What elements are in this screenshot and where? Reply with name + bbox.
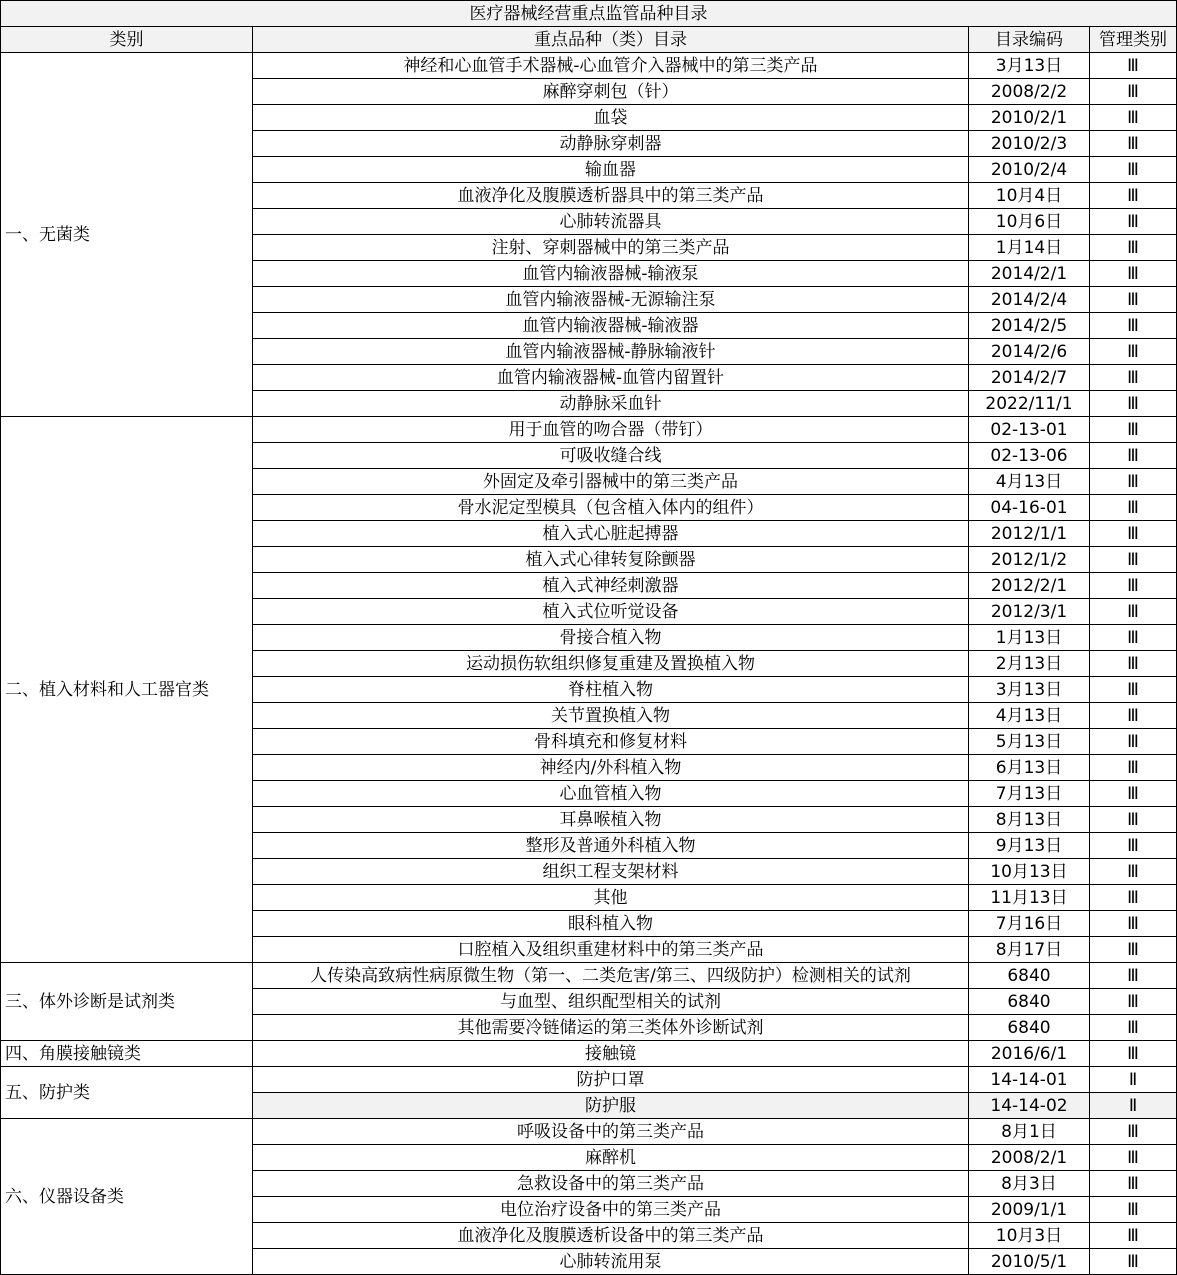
catalog-code-cell[interactable]: 2012/1/1 xyxy=(969,521,1090,547)
management-class-cell[interactable]: Ⅲ xyxy=(1090,1015,1177,1041)
product-name-cell[interactable]: 麻醉穿刺包（针） xyxy=(253,79,969,105)
management-class-cell[interactable]: Ⅲ xyxy=(1090,53,1177,79)
product-name-cell[interactable]: 心肺转流器具 xyxy=(253,209,969,235)
management-class-cell[interactable]: Ⅲ xyxy=(1090,703,1177,729)
management-class-cell[interactable]: Ⅲ xyxy=(1090,911,1177,937)
category-cell[interactable]: 五、防护类 xyxy=(1,1067,253,1119)
product-name-cell[interactable]: 血管内输液器械-血管内留置针 xyxy=(253,365,969,391)
table-row xyxy=(1,53,1177,79)
product-name-cell[interactable]: 人传染高致病性病原微生物（第一、二类危害/第三、四级防护）检测相关的试剂 xyxy=(253,963,969,989)
product-name-cell[interactable]: 植入式位听觉设备 xyxy=(253,599,969,625)
management-class-cell[interactable]: Ⅲ xyxy=(1090,209,1177,235)
catalog-code-cell[interactable]: 6840 xyxy=(969,989,1090,1015)
product-name-cell[interactable]: 可吸收缝合线 xyxy=(253,443,969,469)
product-name-cell[interactable]: 心肺转流用泵 xyxy=(253,1249,969,1275)
management-class-cell[interactable]: Ⅲ xyxy=(1090,807,1177,833)
management-class-cell[interactable]: Ⅲ xyxy=(1090,885,1177,911)
product-name-cell[interactable]: 电位治疗设备中的第三类产品 xyxy=(253,1197,969,1223)
product-name-cell[interactable]: 血液净化及腹膜透析器具中的第三类产品 xyxy=(253,183,969,209)
catalog-code-cell[interactable]: 2016/6/1 xyxy=(969,1041,1090,1067)
management-class-cell[interactable]: Ⅲ xyxy=(1090,313,1177,339)
product-name-cell[interactable]: 麻醉机 xyxy=(253,1145,969,1171)
catalog-code-cell[interactable]: 10月4日 xyxy=(969,183,1090,209)
product-name-cell[interactable]: 耳鼻喉植入物 xyxy=(253,807,969,833)
catalog-code-cell[interactable]: 2022/11/1 xyxy=(969,391,1090,417)
management-class-cell[interactable]: Ⅲ xyxy=(1090,599,1177,625)
product-name-cell[interactable]: 接触镜 xyxy=(253,1041,969,1067)
catalog-code-cell[interactable]: 2014/2/7 xyxy=(969,365,1090,391)
management-class-cell[interactable]: Ⅲ xyxy=(1090,183,1177,209)
management-class-cell[interactable]: Ⅲ xyxy=(1090,339,1177,365)
management-class-cell[interactable]: Ⅲ xyxy=(1090,573,1177,599)
catalog-code-cell[interactable]: 10月3日 xyxy=(969,1223,1090,1249)
product-name-cell[interactable]: 眼科植入物 xyxy=(253,911,969,937)
product-name-cell[interactable]: 神经内/外科植入物 xyxy=(253,755,969,781)
catalog-code-cell[interactable]: 4月13日 xyxy=(969,703,1090,729)
catalog-code-cell[interactable]: 2012/1/2 xyxy=(969,547,1090,573)
catalog-code-cell[interactable]: 2012/2/1 xyxy=(969,573,1090,599)
product-name-cell[interactable]: 骨科填充和修复材料 xyxy=(253,729,969,755)
catalog-code-cell[interactable]: 6月13日 xyxy=(969,755,1090,781)
catalog-code-cell[interactable]: 02-13-06 xyxy=(969,443,1090,469)
catalog-code-cell[interactable]: 6840 xyxy=(969,1015,1090,1041)
product-name-cell[interactable]: 血管内输液器械-无源输注泵 xyxy=(253,287,969,313)
catalog-code-cell[interactable]: 2008/2/2 xyxy=(969,79,1090,105)
catalog-code-cell[interactable]: 2012/3/1 xyxy=(969,599,1090,625)
product-name-cell[interactable]: 其他需要冷链储运的第三类体外诊断试剂 xyxy=(253,1015,969,1041)
header-code[interactable]: 目录编码 xyxy=(969,27,1090,53)
product-name-cell[interactable]: 脊柱植入物 xyxy=(253,677,969,703)
category-cell[interactable]: 三、体外诊断是试剂类 xyxy=(1,963,253,1041)
catalog-code-cell[interactable]: 2009/1/1 xyxy=(969,1197,1090,1223)
catalog-code-cell[interactable]: 4月13日 xyxy=(969,469,1090,495)
catalog-code-cell[interactable]: 2010/2/1 xyxy=(969,105,1090,131)
table-row xyxy=(1,963,1177,989)
product-name-cell[interactable]: 组织工程支架材料 xyxy=(253,859,969,885)
management-class-cell[interactable]: Ⅲ xyxy=(1090,1197,1177,1223)
management-class-cell[interactable]: Ⅲ xyxy=(1090,1145,1177,1171)
product-name-cell[interactable]: 血管内输液器械-静脉输液针 xyxy=(253,339,969,365)
management-class-cell[interactable]: Ⅲ xyxy=(1090,417,1177,443)
table-title[interactable]: 医疗器械经营重点监管品种目录 xyxy=(1,1,1177,27)
management-class-cell[interactable]: Ⅲ xyxy=(1090,365,1177,391)
management-class-cell[interactable]: Ⅲ xyxy=(1090,547,1177,573)
product-name-cell[interactable]: 血液净化及腹膜透析设备中的第三类产品 xyxy=(253,1223,969,1249)
header-class[interactable]: 管理类别 xyxy=(1090,27,1177,53)
management-class-cell[interactable]: Ⅱ xyxy=(1090,1093,1177,1119)
catalog-code-cell[interactable]: 8月17日 xyxy=(969,937,1090,963)
management-class-cell[interactable]: Ⅲ xyxy=(1090,651,1177,677)
header-category[interactable]: 类别 xyxy=(1,27,253,53)
management-class-cell[interactable]: Ⅲ xyxy=(1090,105,1177,131)
product-name-cell[interactable]: 关节置换植入物 xyxy=(253,703,969,729)
product-name-cell[interactable]: 输血器 xyxy=(253,157,969,183)
product-name-cell[interactable]: 血袋 xyxy=(253,105,969,131)
product-name-cell[interactable]: 注射、穿刺器械中的第三类产品 xyxy=(253,235,969,261)
catalog-code-cell[interactable]: 2月13日 xyxy=(969,651,1090,677)
management-class-cell[interactable]: Ⅲ xyxy=(1090,521,1177,547)
catalog-code-cell[interactable]: 11月13日 xyxy=(969,885,1090,911)
management-class-cell[interactable]: Ⅲ xyxy=(1090,261,1177,287)
management-class-cell[interactable]: Ⅲ xyxy=(1090,781,1177,807)
catalog-code-cell[interactable]: 7月16日 xyxy=(969,911,1090,937)
table-row xyxy=(1,1067,1177,1093)
management-class-cell[interactable]: Ⅲ xyxy=(1090,443,1177,469)
catalog-code-cell[interactable]: 2014/2/6 xyxy=(969,339,1090,365)
catalog-code-cell[interactable]: 2010/5/1 xyxy=(969,1249,1090,1275)
management-class-cell[interactable]: Ⅲ xyxy=(1090,1171,1177,1197)
product-name-cell[interactable]: 急救设备中的第三类产品 xyxy=(253,1171,969,1197)
product-name-cell[interactable]: 外固定及牵引器械中的第三类产品 xyxy=(253,469,969,495)
product-name-cell[interactable]: 动静脉采血针 xyxy=(253,391,969,417)
product-name-cell[interactable]: 防护服 xyxy=(253,1093,969,1119)
management-class-cell[interactable]: Ⅲ xyxy=(1090,79,1177,105)
table-body xyxy=(1,53,1177,1275)
product-name-cell[interactable]: 呼吸设备中的第三类产品 xyxy=(253,1119,969,1145)
management-class-cell[interactable]: Ⅲ xyxy=(1090,131,1177,157)
catalog-code-cell[interactable]: 2014/2/5 xyxy=(969,313,1090,339)
management-class-cell[interactable]: Ⅲ xyxy=(1090,1223,1177,1249)
management-class-cell[interactable]: Ⅲ xyxy=(1090,989,1177,1015)
product-name-cell[interactable]: 其他 xyxy=(253,885,969,911)
management-class-cell[interactable]: Ⅲ xyxy=(1090,1041,1177,1067)
catalog-code-cell[interactable]: 14-14-01 xyxy=(969,1067,1090,1093)
category-cell[interactable]: 一、无菌类 xyxy=(1,53,253,417)
management-class-cell[interactable]: Ⅲ xyxy=(1090,1119,1177,1145)
catalog-code-cell[interactable]: 2014/2/1 xyxy=(969,261,1090,287)
product-name-cell[interactable]: 血管内输液器械-输液器 xyxy=(253,313,969,339)
catalog-code-cell[interactable]: 2008/2/1 xyxy=(969,1145,1090,1171)
management-class-cell[interactable]: Ⅲ xyxy=(1090,469,1177,495)
catalog-code-cell[interactable]: 8月3日 xyxy=(969,1171,1090,1197)
management-class-cell[interactable]: Ⅲ xyxy=(1090,287,1177,313)
management-class-cell[interactable]: Ⅲ xyxy=(1090,859,1177,885)
product-name-cell[interactable]: 运动损伤软组织修复重建及置换植入物 xyxy=(253,651,969,677)
table-row xyxy=(1,1041,1177,1067)
catalog-code-cell[interactable]: 14-14-02 xyxy=(969,1093,1090,1119)
catalog-code-cell[interactable]: 7月13日 xyxy=(969,781,1090,807)
catalog-code-cell[interactable]: 02-13-01 xyxy=(969,417,1090,443)
catalog-code-cell[interactable]: 6840 xyxy=(969,963,1090,989)
category-cell[interactable]: 二、植入材料和人工器官类 xyxy=(1,417,253,963)
product-name-cell[interactable]: 神经和心血管手术器械-心血管介入器械中的第三类产品 xyxy=(253,53,969,79)
management-class-cell[interactable]: Ⅲ xyxy=(1090,937,1177,963)
product-name-cell[interactable]: 整形及普通外科植入物 xyxy=(253,833,969,859)
catalog-code-cell[interactable]: 2010/2/4 xyxy=(969,157,1090,183)
catalog-code-cell[interactable]: 8月13日 xyxy=(969,807,1090,833)
management-class-cell[interactable]: Ⅲ xyxy=(1090,755,1177,781)
management-class-cell[interactable]: Ⅲ xyxy=(1090,1249,1177,1275)
catalog-code-cell[interactable]: 9月13日 xyxy=(969,833,1090,859)
product-name-cell[interactable]: 血管内输液器械-输液泵 xyxy=(253,261,969,287)
catalog-code-cell[interactable]: 3月13日 xyxy=(969,53,1090,79)
catalog-code-cell[interactable]: 3月13日 xyxy=(969,677,1090,703)
product-name-cell[interactable]: 心血管植入物 xyxy=(253,781,969,807)
catalog-code-cell[interactable]: 2014/2/4 xyxy=(969,287,1090,313)
management-class-cell[interactable]: Ⅲ xyxy=(1090,625,1177,651)
table-row xyxy=(1,417,1177,443)
product-name-cell[interactable]: 与血型、组织配型相关的试剂 xyxy=(253,989,969,1015)
category-cell[interactable]: 六、仪器设备类 xyxy=(1,1119,253,1275)
product-name-cell[interactable]: 植入式神经刺激器 xyxy=(253,573,969,599)
management-class-cell[interactable]: Ⅲ xyxy=(1090,235,1177,261)
product-name-cell[interactable]: 动静脉穿刺器 xyxy=(253,131,969,157)
product-name-cell[interactable]: 口腔植入及组织重建材料中的第三类产品 xyxy=(253,937,969,963)
category-cell[interactable]: 四、角膜接触镜类 xyxy=(1,1041,253,1067)
catalog-code-cell[interactable]: 10月13日 xyxy=(969,859,1090,885)
product-name-cell[interactable]: 骨水泥定型模具（包含植入体内的组件） xyxy=(253,495,969,521)
catalog-code-cell[interactable]: 2010/2/3 xyxy=(969,131,1090,157)
header-product[interactable]: 重点品种（类）目录 xyxy=(253,27,969,53)
management-class-cell[interactable]: Ⅲ xyxy=(1090,963,1177,989)
product-name-cell[interactable]: 骨接合植入物 xyxy=(253,625,969,651)
management-class-cell[interactable]: Ⅲ xyxy=(1090,157,1177,183)
table-row xyxy=(1,1119,1177,1145)
catalog-code-cell[interactable]: 8月1日 xyxy=(969,1119,1090,1145)
management-class-cell[interactable]: Ⅲ xyxy=(1090,729,1177,755)
product-name-cell[interactable]: 植入式心律转复除颤器 xyxy=(253,547,969,573)
catalog-code-cell[interactable]: 1月14日 xyxy=(969,235,1090,261)
catalog-code-cell[interactable]: 10月6日 xyxy=(969,209,1090,235)
management-class-cell[interactable]: Ⅲ xyxy=(1090,495,1177,521)
catalog-code-cell[interactable]: 5月13日 xyxy=(969,729,1090,755)
product-name-cell[interactable]: 防护口罩 xyxy=(253,1067,969,1093)
management-class-cell[interactable]: Ⅱ xyxy=(1090,1067,1177,1093)
catalog-code-cell[interactable]: 04-16-01 xyxy=(969,495,1090,521)
product-name-cell[interactable]: 用于血管的吻合器（带钉） xyxy=(253,417,969,443)
management-class-cell[interactable]: Ⅲ xyxy=(1090,391,1177,417)
catalog-code-cell[interactable]: 1月13日 xyxy=(969,625,1090,651)
management-class-cell[interactable]: Ⅲ xyxy=(1090,833,1177,859)
product-name-cell[interactable]: 植入式心脏起搏器 xyxy=(253,521,969,547)
management-class-cell[interactable]: Ⅲ xyxy=(1090,677,1177,703)
